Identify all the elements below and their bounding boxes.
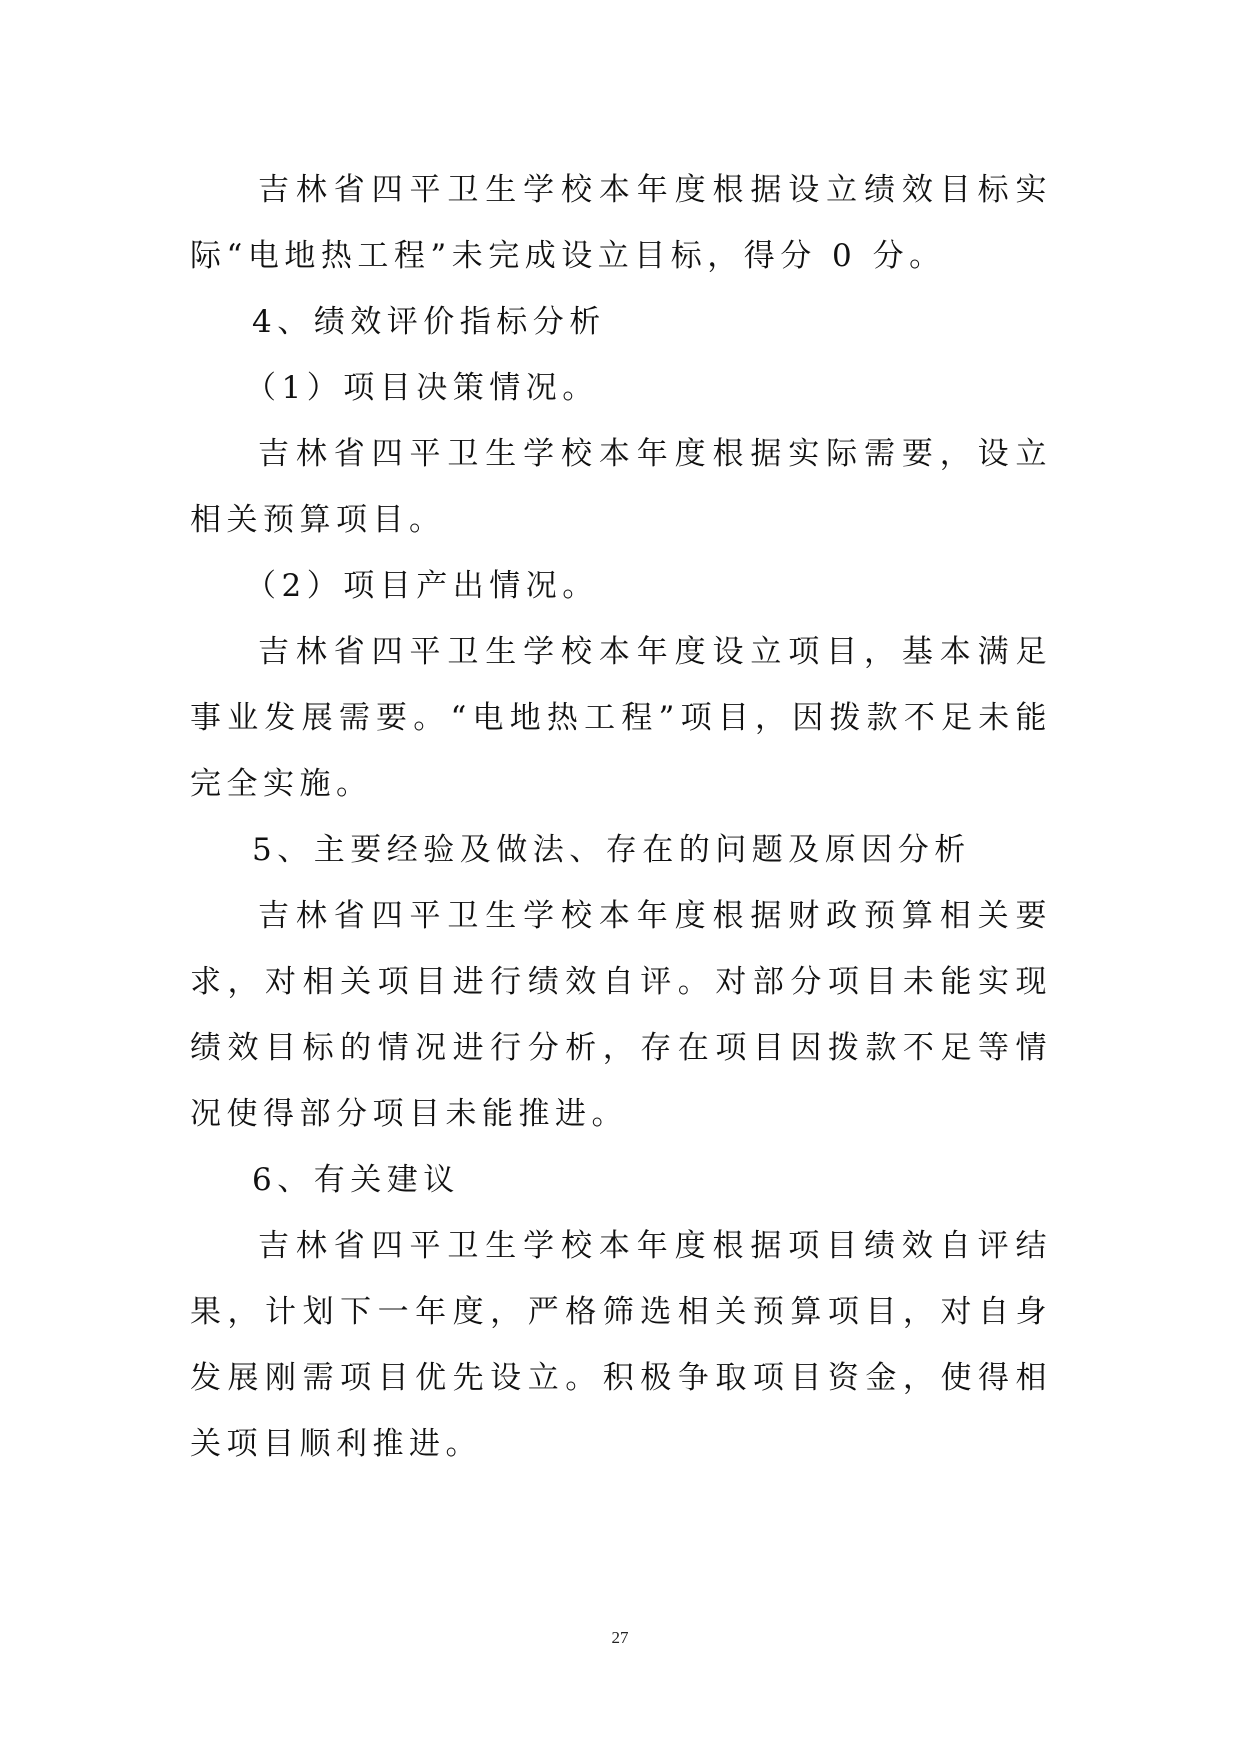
paragraph-project-output: 吉林省四平卫生学校本年度设立项目，基本满足事业发展需要。“电地热工程”项目，因拨款不足未能完全实施。 [190, 634, 1052, 802]
section-heading-suggestions: 6、有关建议 [252, 1162, 460, 1198]
section-heading-experience-issues: 5、主要经验及做法、存在的问题及原因分析 [252, 832, 971, 868]
subheading-project-decision: （1）项目决策情况。 [245, 370, 599, 406]
paragraph-project-decision: 吉林省四平卫生学校本年度根据实际需要，设立相关预算项目。 [190, 436, 1052, 538]
section-heading-indicator-analysis: 4、绩效评价指标分析 [252, 304, 606, 340]
paragraph-energy-project-result: 吉林省四平卫生学校本年度根据设立绩效目标实际“电地热工程”未完成设立目标，得分 0 分。 [190, 172, 1052, 274]
page-number: 27 [611, 1628, 629, 1647]
paragraph-suggestions: 吉林省四平卫生学校本年度根据项目绩效自评结果，计划下一年度，严格筛选相关预算项目，对自身发展刚需项目优先设立。积极争取项目资金，使得相关项目顺利推进。 [190, 1228, 1052, 1462]
paragraph-experience-issues: 吉林省四平卫生学校本年度根据财政预算相关要求，对相关项目进行绩效自评。对部分项目未能实现绩效目标的情况进行分析，存在项目因拨款不足等情况使得部分项目未能推进。 [190, 898, 1052, 1132]
document-body [190, 157, 1052, 1477]
subheading-project-output: （2）项目产出情况。 [245, 568, 599, 604]
